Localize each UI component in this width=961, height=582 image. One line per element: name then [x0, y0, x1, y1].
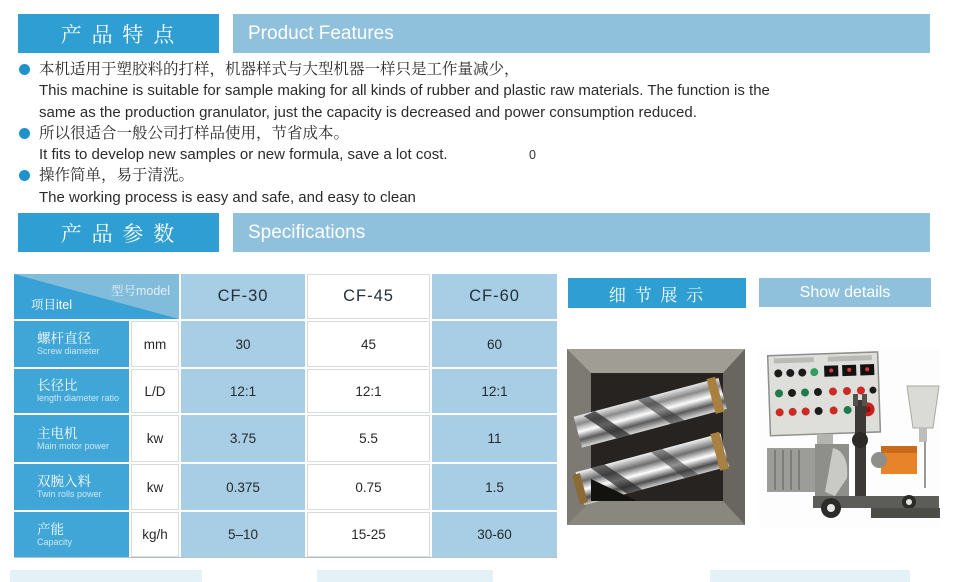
- row-label-zh: 螺杆直径: [37, 331, 91, 346]
- value-cell: 3.75: [181, 415, 305, 462]
- value-cell: 12:1: [181, 369, 305, 413]
- feature-list: [20, 59, 820, 208]
- unit-cell: L/D: [131, 369, 179, 413]
- value-cell: 5.5: [307, 415, 430, 462]
- row-label-en: length diameter ratio: [37, 393, 120, 403]
- cutoff-block: [10, 570, 202, 582]
- table-row-label: [14, 321, 129, 367]
- bullet-icon: [19, 128, 30, 139]
- table-corner-cell: [14, 274, 179, 319]
- feature-2-zh-text: 所以很适合一般公司打样品使用，节省成本。: [39, 124, 350, 142]
- specs-banner-en: Specifications: [233, 213, 930, 252]
- feature-3-en-line1: The working process is easy and safe, and easy to clean: [39, 188, 416, 206]
- row-label-zh: 产能: [37, 521, 64, 537]
- feature-2-en-line1: It fits to develop new samples or new formula, save a lot cost.: [39, 146, 448, 164]
- feature-3-zh-text: 操作简单，易于清洗。: [39, 167, 195, 185]
- row-label-en: Screw diameter: [37, 346, 100, 356]
- corner-item-label: 项目itel: [31, 298, 72, 312]
- table-row-label: [14, 512, 129, 557]
- value-cell: 12:1: [432, 369, 557, 413]
- table-row-label: [14, 464, 129, 510]
- row-label-en: Main motor power: [37, 440, 110, 451]
- unit-cell: kw: [131, 464, 179, 510]
- details-banner-en: Show details: [759, 278, 931, 307]
- machine-photo: [759, 348, 940, 527]
- value-cell: 30: [181, 321, 305, 367]
- value-cell: 0.375: [181, 464, 305, 510]
- value-cell: 12:1: [307, 369, 430, 413]
- stray-zero-text: 0: [529, 148, 536, 162]
- value-cell: 1.5: [432, 464, 557, 510]
- bullet-icon: [19, 64, 30, 75]
- cutoff-block: [317, 570, 493, 582]
- feature-1-en-line1: This machine is suitable for sample making for all kinds of rubber and plastic raw materials. The function is the: [39, 82, 770, 100]
- model-header-cf45: CF-45: [307, 274, 430, 319]
- value-cell: 5–10: [181, 512, 305, 557]
- row-label-en: Twin rolls power: [37, 489, 102, 499]
- details-banner-zh: 细 节 展 示: [568, 278, 746, 308]
- row-label-en: Capacity: [37, 536, 73, 547]
- feature-3-zh: [20, 165, 820, 186]
- table-row-label: [14, 369, 129, 413]
- specs-banner-zh: 产 品 参 数: [18, 213, 219, 252]
- row-label-zh: 长径比: [37, 378, 78, 393]
- feature-1-zh: [20, 59, 820, 80]
- value-cell: 30-60: [432, 512, 557, 557]
- value-cell: 0.75: [307, 464, 430, 510]
- model-header-cf60: CF-60: [432, 274, 557, 319]
- spec-table: [14, 274, 557, 558]
- model-header-cf30: CF-30: [181, 274, 305, 319]
- value-cell: 11: [432, 415, 557, 462]
- rollers-photo: [567, 349, 745, 525]
- features-banner-en: Product Features: [233, 14, 930, 53]
- feature-1-en-line2: same as the production granulator, just the capacity is decreased and power consumption reduced.: [39, 103, 697, 121]
- value-cell: 60: [432, 321, 557, 367]
- corner-model-label: 型号model: [110, 284, 170, 298]
- unit-cell: kw: [131, 415, 179, 462]
- value-cell: 45: [307, 321, 430, 367]
- feature-1-zh-text: 本机适用于塑胶料的打样，机器样式与大型机器一样只是工作量减少，: [39, 61, 520, 78]
- row-label-zh: 主电机: [37, 425, 78, 441]
- features-banner-zh: 产 品 特 点: [18, 14, 219, 53]
- row-label-zh: 双腕入料: [37, 474, 91, 489]
- table-row-label: [14, 415, 129, 462]
- bullet-icon: [19, 170, 30, 181]
- unit-cell: kg/h: [131, 512, 179, 557]
- value-cell: 15-25: [307, 512, 430, 557]
- unit-cell: mm: [131, 321, 179, 367]
- feature-2-zh: [20, 123, 820, 144]
- cutoff-block: [710, 570, 910, 582]
